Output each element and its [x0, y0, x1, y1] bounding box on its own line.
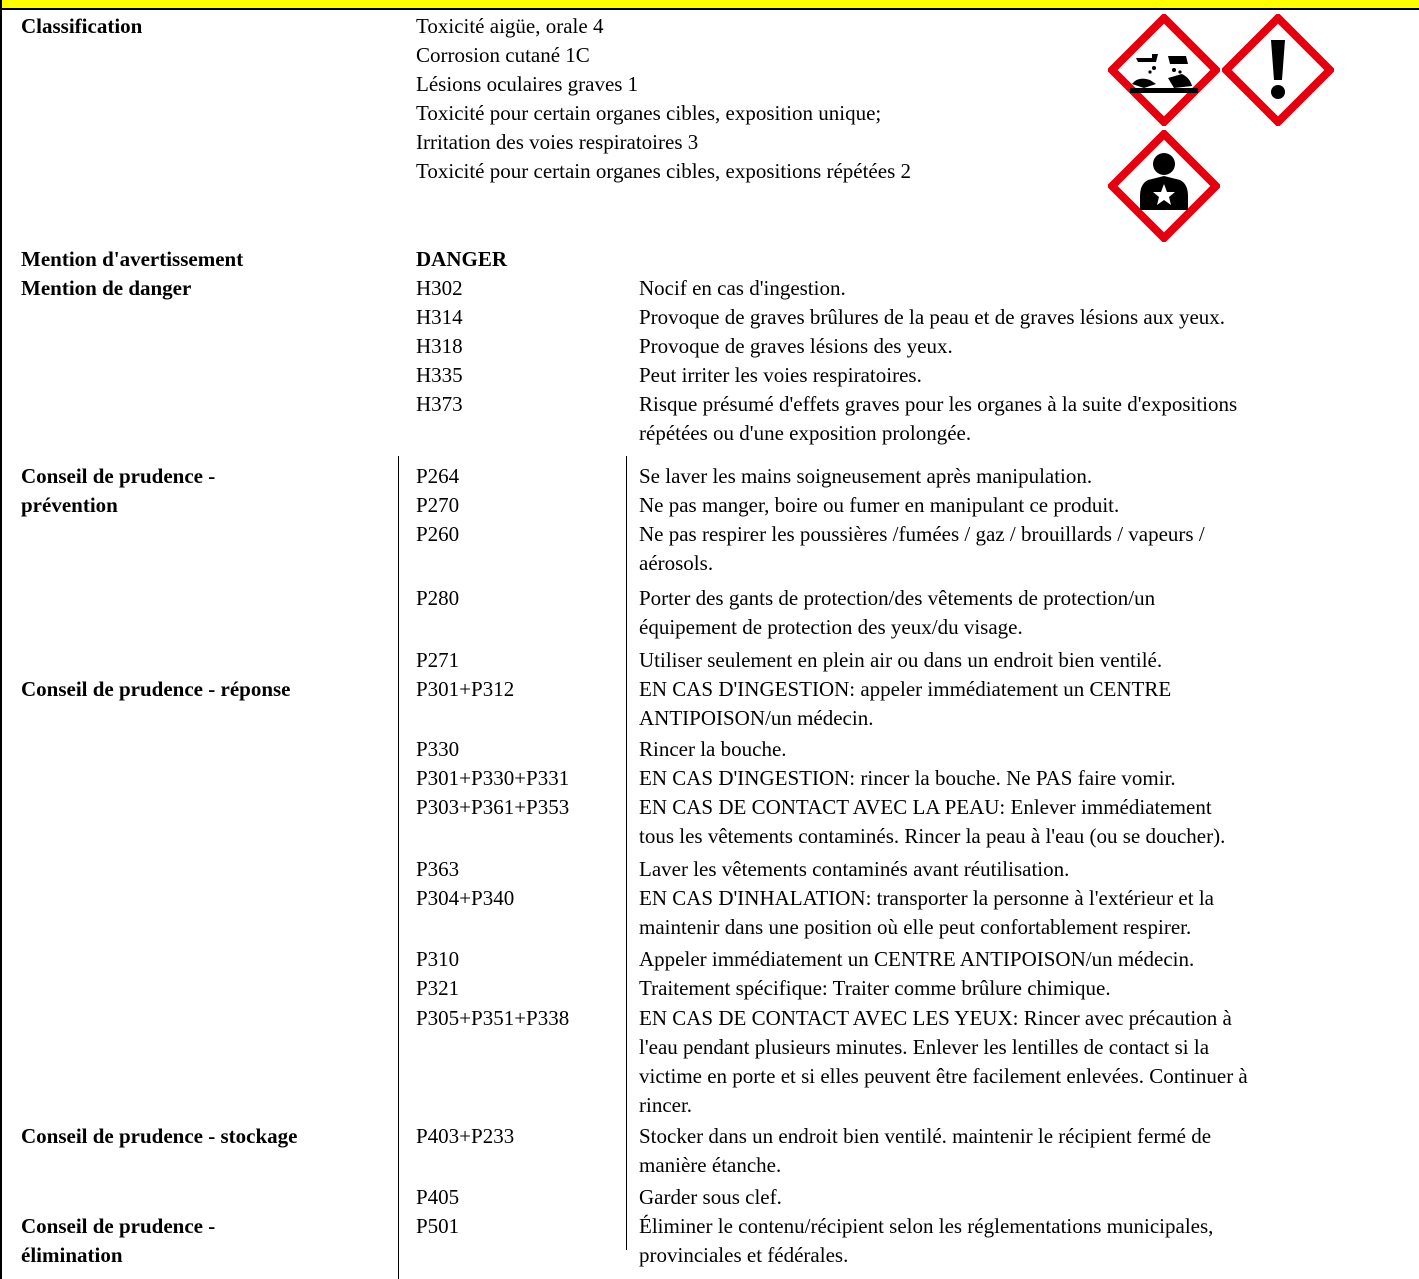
- hazard-text: Provoque de graves brûlures de la peau et de graves lésions aux yeux.: [639, 305, 1226, 329]
- precaution-text: Rincer la bouche.: [639, 737, 787, 761]
- classification-item: Toxicité pour certain organes cibles, expositions répétées 2: [416, 159, 911, 183]
- precaution-text: Porter des gants de protection/des vêtements de protection/un: [639, 586, 1156, 610]
- disposal-label: élimination: [21, 1243, 123, 1267]
- signal-word-label: Mention d'avertissement: [21, 247, 244, 271]
- precaution-text: rincer.: [639, 1093, 693, 1117]
- hazard-code: H302: [416, 276, 463, 300]
- precaution-text: Ne pas respirer les poussières /fumées / gaz / brouillards / vapeurs /: [639, 522, 1205, 546]
- classification-item: Lésions oculaires graves 1: [416, 72, 639, 96]
- hazard-text: Risque présumé d'effets graves pour les organes à la suite d'expositions: [639, 392, 1238, 416]
- precaution-code: P363: [416, 857, 460, 881]
- classification-item: Toxicité pour certain organes cibles, exposition unique;: [416, 101, 882, 125]
- precaution-code: P270: [416, 493, 460, 517]
- precaution-text: EN CAS D'INHALATION: transporter la personne à l'extérieur et la: [639, 886, 1214, 910]
- precaution-text: aérosols.: [639, 551, 714, 575]
- precaution-text: équipement de protection des yeux/du visage.: [639, 615, 1023, 639]
- column-divider: [626, 456, 627, 1250]
- precaution-text: Utiliser seulement en plein air ou dans un endroit bien ventilé.: [639, 648, 1163, 672]
- precaution-code: P260: [416, 522, 460, 546]
- precaution-text: maintenir dans une position où elle peut confortablement respirer.: [639, 915, 1192, 939]
- precaution-text: provinciales et fédérales.: [639, 1243, 849, 1267]
- precaution-text: Garder sous clef.: [639, 1185, 782, 1209]
- precaution-text: EN CAS DE CONTACT AVEC LES YEUX: Rincer avec précaution à: [639, 1006, 1232, 1030]
- precaution-code: P330: [416, 737, 460, 761]
- hazard-label: Mention de danger: [21, 276, 192, 300]
- disposal-label: Conseil de prudence -: [21, 1214, 216, 1238]
- hazard-text: répétées ou d'une exposition prolongée.: [639, 421, 972, 445]
- precaution-code: P501: [416, 1214, 460, 1238]
- storage-label: Conseil de prudence - stockage: [21, 1124, 298, 1148]
- precaution-code: P405: [416, 1185, 460, 1209]
- hazard-text: Provoque de graves lésions des yeux.: [639, 334, 953, 358]
- precaution-text: Traitement spécifique: Traiter comme brûlure chimique.: [639, 976, 1111, 1000]
- precaution-code: P310: [416, 947, 460, 971]
- health-hazard-pictogram: [1108, 130, 1220, 242]
- precaution-code: P303+P361+P353: [416, 795, 570, 819]
- precaution-text: Se laver les mains soigneusement après manipulation.: [639, 464, 1093, 488]
- precaution-text: victime en porte et si elles peuvent être facilement enlevées. Continuer à: [639, 1064, 1248, 1088]
- precaution-code: P304+P340: [416, 886, 515, 910]
- precaution-text: EN CAS D'INGESTION: appeler immédiatement un CENTRE: [639, 677, 1172, 701]
- hazard-text: Nocif en cas d'ingestion.: [639, 276, 846, 300]
- precaution-text: EN CAS D'INGESTION: rincer la bouche. Ne PAS faire vomir.: [639, 766, 1176, 790]
- precaution-code: P403+P233: [416, 1124, 515, 1148]
- classification-item: Toxicité aigüe, orale 4: [416, 14, 604, 38]
- prevention-label: Conseil de prudence -: [21, 464, 216, 488]
- header-band: [0, 0, 1419, 10]
- precaution-code: P305+P351+P338: [416, 1006, 570, 1030]
- hazard-code: H318: [416, 334, 463, 358]
- precaution-code: P264: [416, 464, 460, 488]
- hazard-code: H314: [416, 305, 463, 329]
- hazard-code: H373: [416, 392, 463, 416]
- hazard-text: Peut irriter les voies respiratoires.: [639, 363, 922, 387]
- precaution-text: Laver les vêtements contaminés avant réutilisation.: [639, 857, 1070, 881]
- precaution-text: Appeler immédiatement un CENTRE ANTIPOISON/un médecin.: [639, 947, 1195, 971]
- precaution-text: manière étanche.: [639, 1153, 782, 1177]
- precaution-text: Éliminer le contenu/récipient selon les réglementations municipales,: [639, 1214, 1214, 1238]
- classification-label: Classification: [21, 14, 143, 38]
- column-divider: [398, 456, 399, 1279]
- precaution-text: Ne pas manger, boire ou fumer en manipulant ce produit.: [639, 493, 1120, 517]
- classification-item: Corrosion cutané 1C: [416, 43, 590, 67]
- precaution-text: ANTIPOISON/un médecin.: [639, 706, 874, 730]
- precaution-text: l'eau pendant plusieurs minutes. Enlever les lentilles de contact si la: [639, 1035, 1210, 1059]
- precaution-code: P271: [416, 648, 460, 672]
- precaution-text: EN CAS DE CONTACT AVEC LA PEAU: Enlever immédiatement: [639, 795, 1212, 819]
- precaution-code: P321: [416, 976, 460, 1000]
- precaution-text: tous les vêtements contaminés. Rincer la peau à l'eau (ou se doucher).: [639, 824, 1226, 848]
- signal-word-value: DANGER: [416, 247, 508, 271]
- response-label: Conseil de prudence - réponse: [21, 677, 291, 701]
- prevention-label: prévention: [21, 493, 118, 517]
- left-border: [0, 0, 2, 1279]
- precaution-code: P280: [416, 586, 460, 610]
- precaution-code: P301+P312: [416, 677, 515, 701]
- precaution-text: Stocker dans un endroit bien ventilé. maintenir le récipient fermé de: [639, 1124, 1212, 1148]
- precaution-code: P301+P330+P331: [416, 766, 570, 790]
- hazard-code: H335: [416, 363, 463, 387]
- corrosion-pictogram: [1108, 14, 1220, 126]
- exclamation-pictogram: [1222, 14, 1334, 126]
- classification-item: Irritation des voies respiratoires 3: [416, 130, 699, 154]
